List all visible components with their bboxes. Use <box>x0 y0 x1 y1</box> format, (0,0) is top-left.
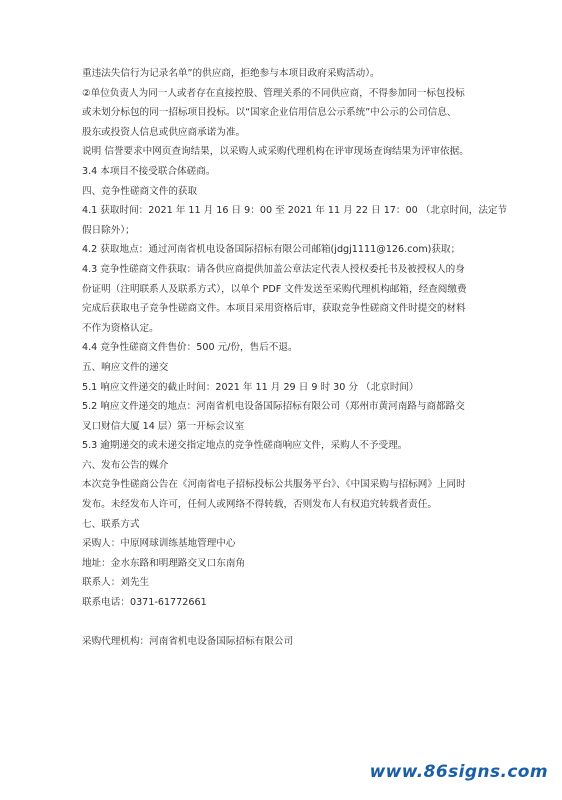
document-line: 七、联系方式 <box>82 518 140 530</box>
document-line: 份证明（注明联系人及联系方式），以单个 PDF 文件发送至采购代理机构邮箱，经查阅缴费 <box>82 283 467 295</box>
document-line: 叉口财信大厦 14 层）第一开标会议室 <box>82 420 245 432</box>
document-line: 4.2 获取地点：通过河南省机电设备国际招标有限公司邮箱(jdgj1111@126.com)获取； <box>82 244 461 256</box>
document-body <box>82 64 508 652</box>
document-line: 说明 信誉要求中网页查询结果，以采购人或采购代理机构在评审现场查询结果为评审依据。 <box>82 146 469 158</box>
document-line: 不作为资格认定。 <box>82 322 159 334</box>
document-line: 地址：金水东路和明理路交叉口东南角 <box>82 557 246 569</box>
document-line: 4.1 获取时间：2021 年 11 月 16 日 9：00 至 2021 年 11 月 22 日 17：00 （北京时间，法定节 <box>82 205 508 217</box>
document-line: 4.3 竞争性磋商文件获取：请各供应商提供加盖公章法定代表人授权委托书及被授权人的身 <box>82 263 465 275</box>
document-line: 联系电话：0371-61772661 <box>82 597 207 609</box>
document-line: 重违法失信行为记录名单”的供应商，拒绝参与本项目政府采购活动）。 <box>82 68 380 79</box>
document-line: ②单位负责人为同一人或者存在直接控股、管理关系的不同供应商，不得参加同一标包投标 <box>82 87 465 99</box>
document-line: 4.4 竞争性磋商文件售价：500 元/份，售后不退。 <box>82 342 298 354</box>
document-line: 5.1 响应文件递交的截止时间：2021 年 11 月 29 日 9 时 30 分 （北京时间） <box>82 381 419 393</box>
document-line: 5.3 逾期递交的或未递交指定地点的竞争性磋商响应文件，采购人不予受理。 <box>82 440 408 452</box>
document-line: 采购代理机构：河南省机电设备国际招标有限公司 <box>82 636 294 648</box>
document-line: 或未划分标包的同一招标项目投标。以“国家企业信用信息公示系统”中公示的公司信息、 <box>82 107 457 119</box>
document-line: 四、竞争性磋商文件的获取 <box>82 185 198 197</box>
document-line: 采购人：中原网球训练基地管理中心 <box>82 538 236 550</box>
document-line: 3.4 本项目不接受联合体磋商。 <box>82 165 216 177</box>
document-line: 五、响应文件的递交 <box>82 361 169 373</box>
site-watermark: www.86signs.com <box>369 762 548 782</box>
document-line: 股东或投资人信息或供应商承诺为准。 <box>82 126 246 138</box>
document-line: 5.2 响应文件递交的地点：河南省机电设备国际招标有限公司（郑州市黄河南路与商都路交 <box>82 401 465 413</box>
blank-line <box>82 613 498 633</box>
document-line: 六、发布公告的媒介 <box>82 459 169 471</box>
document-line: 发布。未经发布人许可，任何人或网络不得转载，否则发布人有权追究转载者责任。 <box>82 499 437 511</box>
document-line: 假日除外）； <box>82 224 135 236</box>
document-line: 联系人：刘先生 <box>82 577 150 589</box>
document-line: 完成后获取电子竞争性磋商文件。本项目采用资格后审，获取竞争性磋商文件时提交的材料 <box>82 303 466 315</box>
document-line: 本次竞争性磋商公告在《河南省电子招标投标公共服务平台》、《中国采购与招标网》上同时 <box>82 479 466 491</box>
